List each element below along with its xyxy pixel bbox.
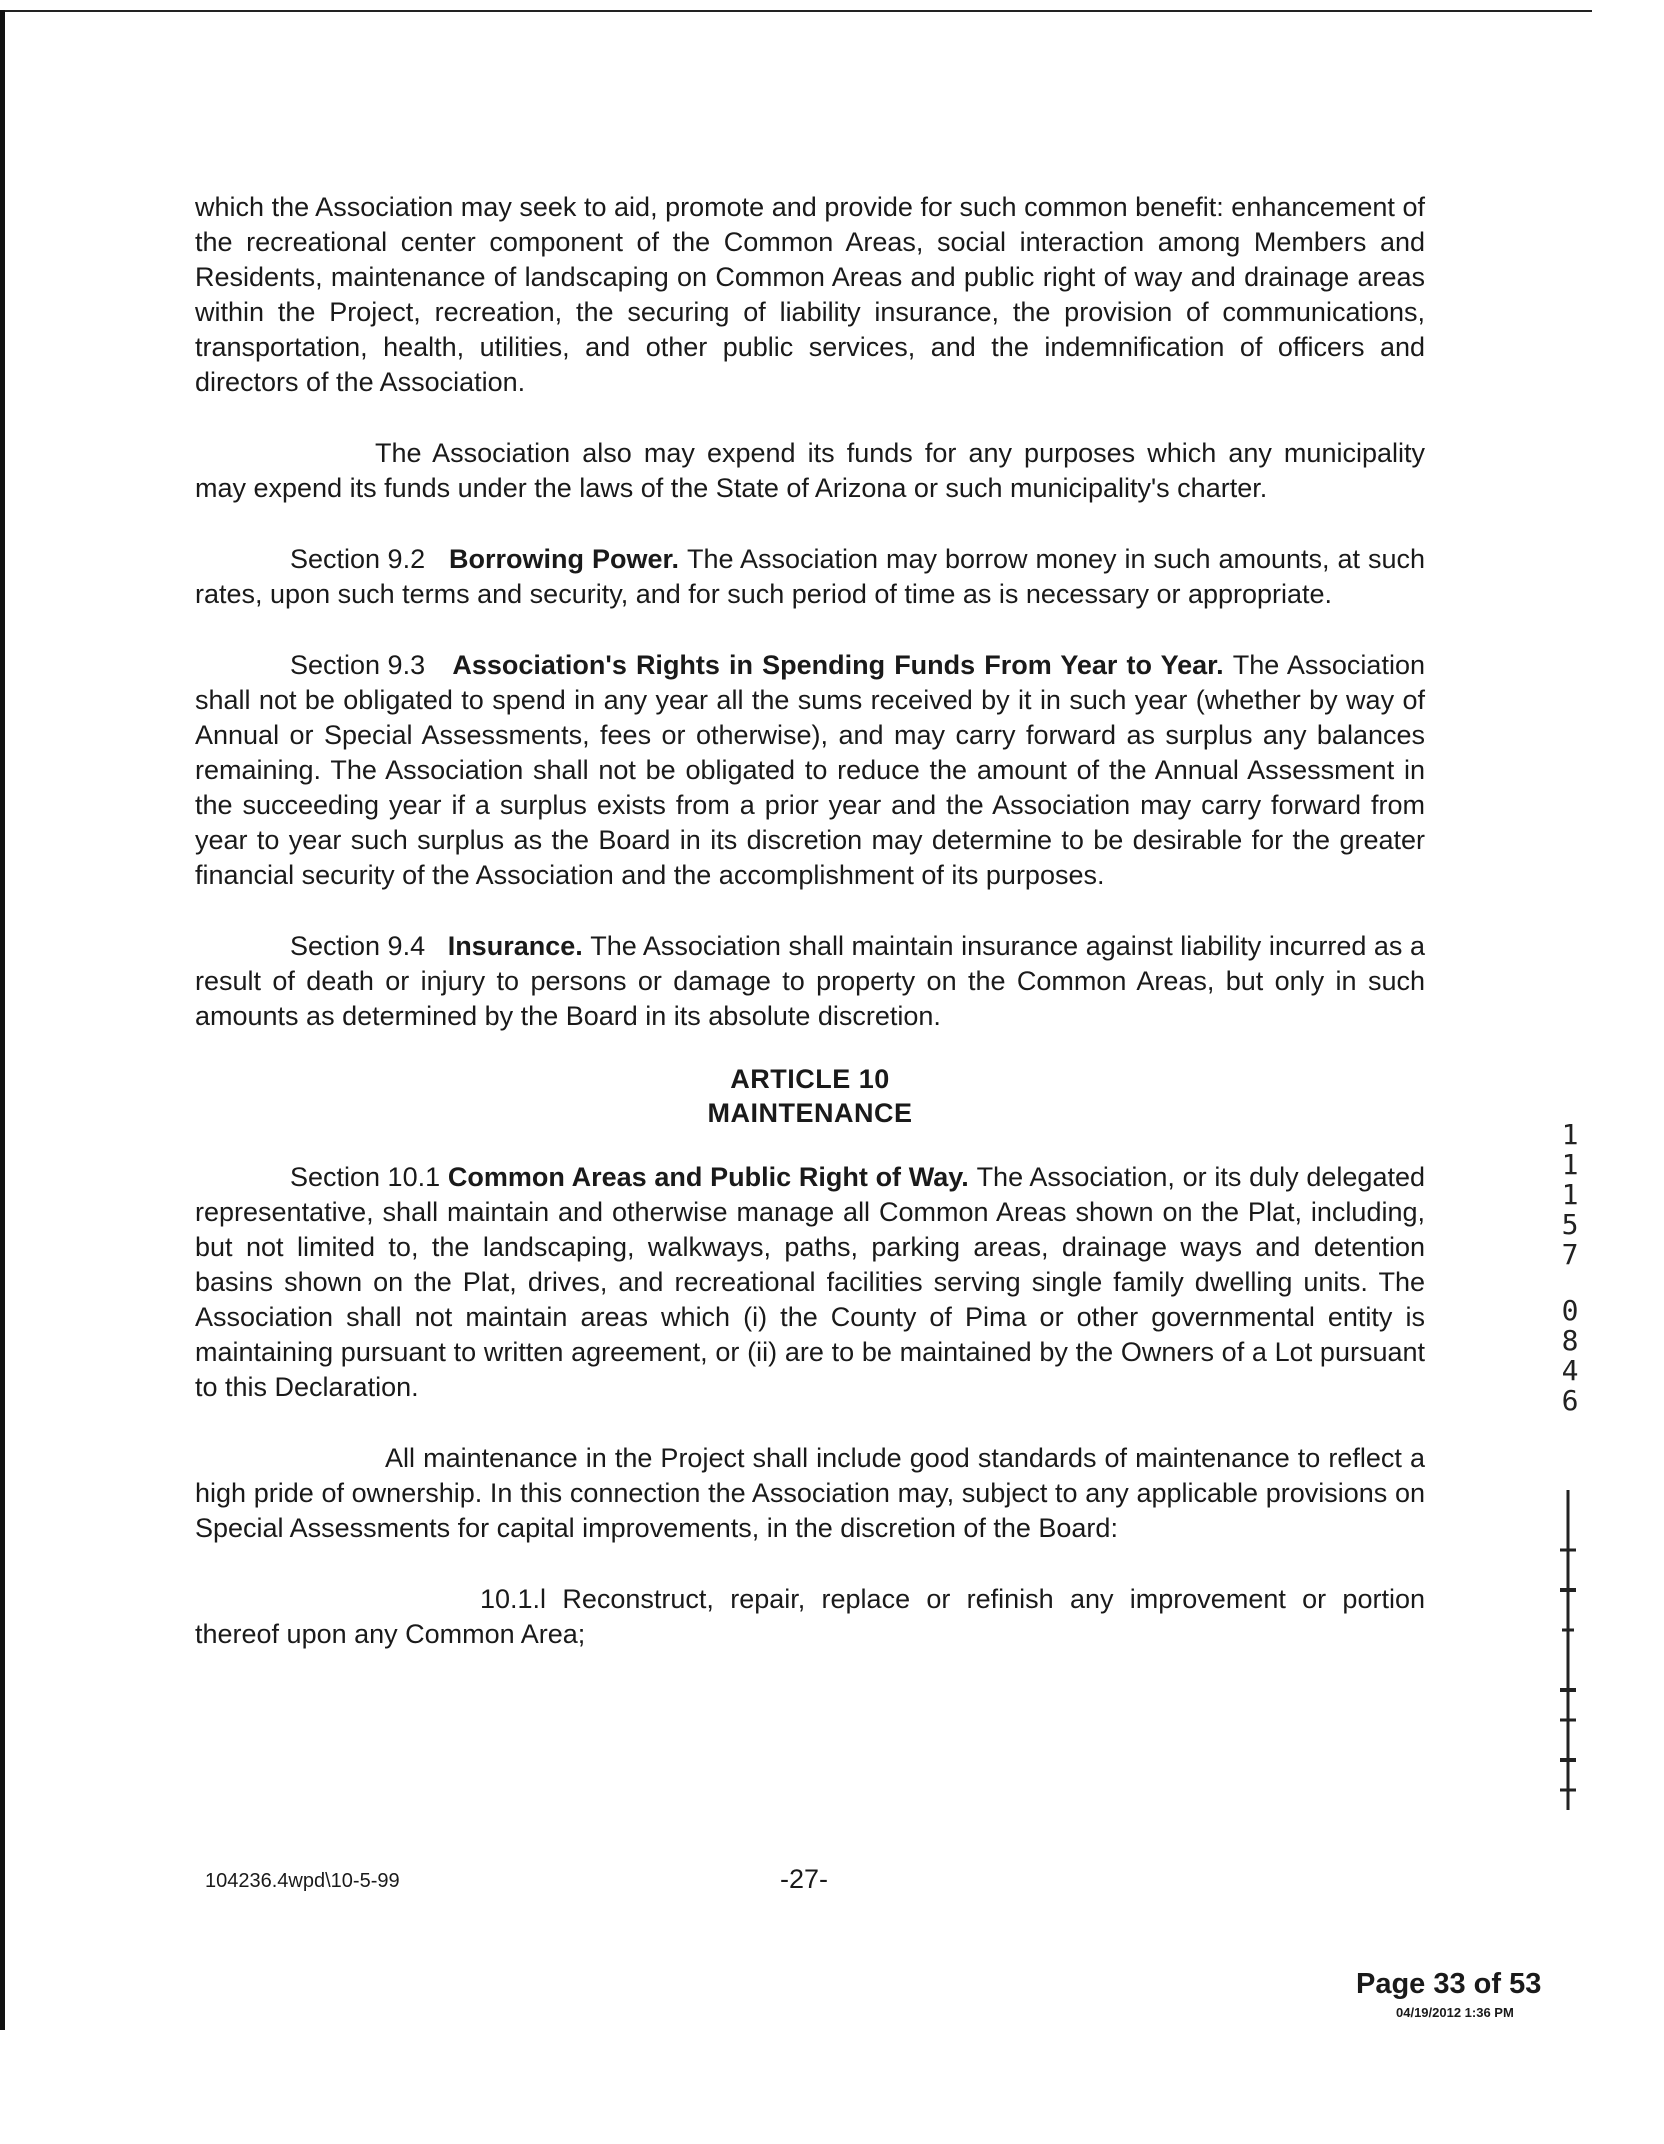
- intro-paragraph: which the Association may seek to aid, promote and provide for such common benefit: enhancement of the recreational center component of the Common Areas, social interaction among Members and Residents, maintenance of landscaping on Common Areas and public right of way and drainage areas within the Project, recreation, the securing of liability insurance, the provision of communications, transportation, health, utilities, and other public services, and the indemnification of officers and directors of the Association.: [195, 192, 1425, 397]
- section-body: The Association shall not be obligated to spend in any year all the sums received by it in such year (whether by way of Annual or Special Assessments, fees or otherwise), and may carry forward as surplus any balances remaining. The Association shall not be obligated to reduce the amount of the Annual Assessment in the succeeding year if a surplus exists from a prior year and the Association may carry forward from year to year such surplus as the Board in its discretion may determine to be desirable for the greater financial security of the Association and the accomplishment of its purposes.: [195, 650, 1425, 890]
- docket-digit: 6: [1561, 1384, 1579, 1417]
- docket-digit: 1: [1561, 1178, 1579, 1211]
- margin-barcode-mark: [1556, 1490, 1580, 1810]
- section-10-1: [195, 1160, 1425, 1405]
- section-label: Section 9.3: [290, 650, 426, 680]
- docket-digit: 7: [1561, 1238, 1579, 1271]
- maintenance-paragraph-text: All maintenance in the Project shall include good standards of maintenance to reflect a high pride of ownership. In this connection the Association may, subject to any applicable provisions on Special Assessments for capital improvements, in the discretion of the Board:: [195, 1443, 1425, 1543]
- section-label: Section 10.1: [290, 1162, 441, 1192]
- section-9-2: [195, 542, 1425, 612]
- docket-digit: 0: [1561, 1294, 1579, 1327]
- docket-digit: 8: [1561, 1324, 1579, 1357]
- section-9-4: [195, 929, 1425, 1034]
- document-body: [195, 190, 1425, 1688]
- recording-docket-number: [1550, 1120, 1590, 1416]
- article-title: MAINTENANCE: [707, 1098, 913, 1128]
- section-9-3: [195, 648, 1425, 893]
- section-title: Common Areas and Public Right of Way.: [447, 1162, 969, 1192]
- section-body: The Association shall maintain insurance against liability incurred as a result of death or injury to persons or damage to property on the Common Areas, but only in such amounts as determined by the Board in its absolute discretion.: [195, 931, 1425, 1031]
- article-heading: [195, 1062, 1425, 1130]
- section-title: Insurance.: [447, 931, 583, 961]
- docket-digit: 1: [1561, 1148, 1579, 1181]
- section-title: Association's Rights in Spending Funds From Year to Year.: [452, 650, 1224, 680]
- footer-document-id: 104236.4wpd\10-5-99: [205, 1870, 400, 1892]
- maintenance-paragraph: [195, 1441, 1425, 1546]
- top-scan-border: [0, 10, 1592, 12]
- section-label: Section 9.2: [290, 544, 426, 574]
- funds-paragraph-text: The Association also may expend its funds for any purposes which any municipality may expend its funds under the laws of the State of Arizona or such municipality's charter.: [195, 438, 1425, 503]
- article-number: ARTICLE 10: [730, 1064, 890, 1094]
- recorder-page-stamp: Page 33 of 53: [1356, 1968, 1542, 2000]
- section-body: The Association may borrow money in such amounts, at such rates, upon such terms and security, and for such period of time as is necessary or appropriate.: [195, 544, 1425, 609]
- subsection-label: 10.1.l: [480, 1584, 547, 1614]
- left-scan-border: [0, 10, 5, 2030]
- subsection-body: Reconstruct, repair, replace or refinish any improvement or portion thereof upon any Common Area;: [195, 1584, 1425, 1649]
- docket-digit: 5: [1561, 1208, 1579, 1241]
- section-body: The Association, or its duly delegated representative, shall maintain and otherwise manage all Common Areas shown on the Plat, including, but not limited to, the landscaping, walkways, paths, parking areas, drainage ways and detention basins shown on the Plat, drives, and recreational facilities serving single family dwelling units. The Association shall not maintain areas which (i) the County of Pima or other governmental entity is maintaining pursuant to written agreement, or (ii) are to be maintained by the Owners of a Lot pursuant to this Declaration.: [195, 1162, 1425, 1402]
- docket-digit: 1: [1561, 1118, 1579, 1151]
- docket-digit: 4: [1561, 1354, 1579, 1387]
- funds-paragraph: [195, 436, 1425, 506]
- footer-page-number: -27-: [780, 1864, 829, 1894]
- recorder-timestamp: 04/19/2012 1:36 PM: [1396, 2005, 1514, 2020]
- subsection-10-1-1: [195, 1582, 1425, 1652]
- section-title: Borrowing Power.: [449, 544, 679, 574]
- section-label: Section 9.4: [290, 931, 426, 961]
